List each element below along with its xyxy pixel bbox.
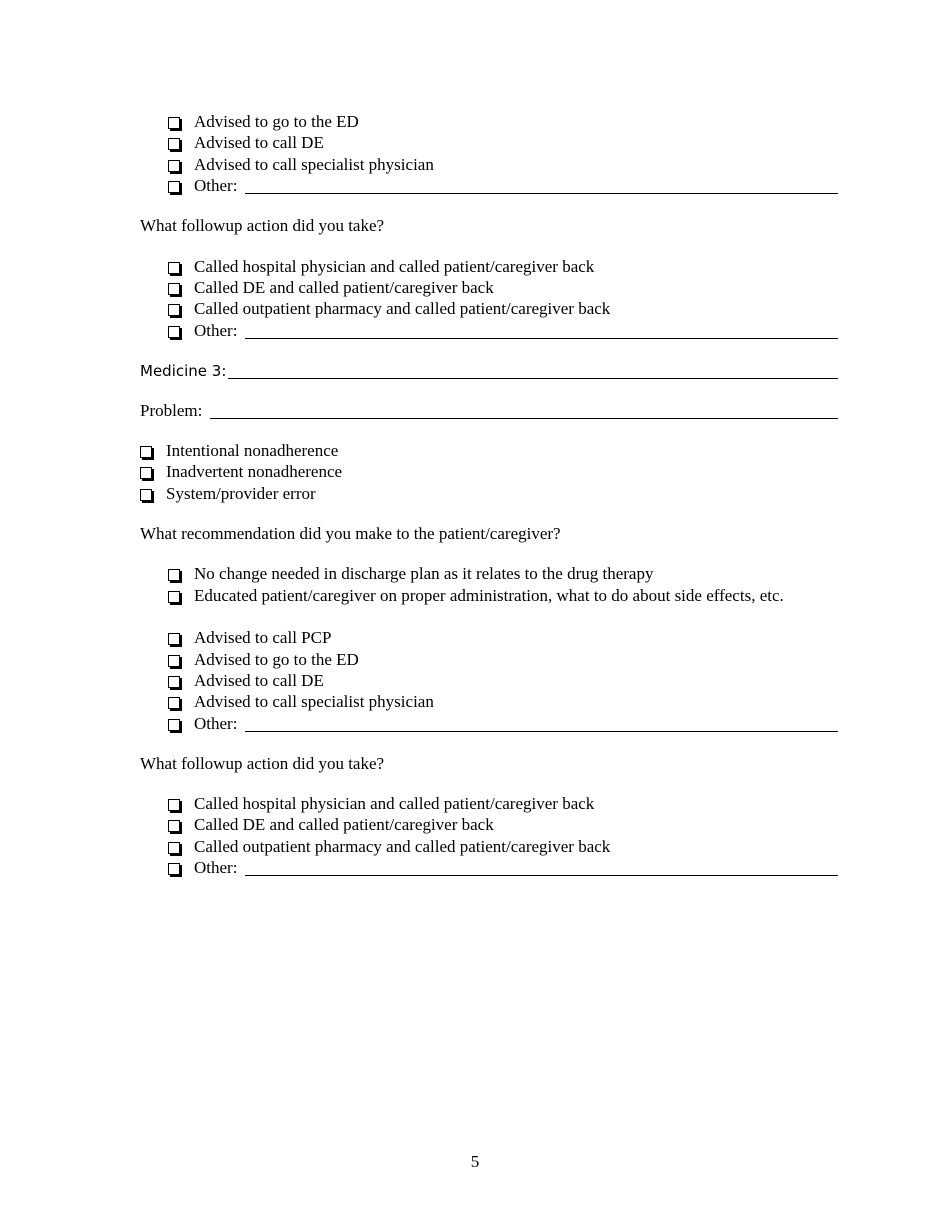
checkbox-icon[interactable] <box>168 799 180 811</box>
checkbox-option[interactable] <box>168 112 838 132</box>
checkbox-icon[interactable] <box>140 467 152 479</box>
checkbox-icon[interactable] <box>168 719 180 731</box>
question-recommendation: What recommendation did you make to the patient/caregiver? <box>140 524 561 543</box>
checkbox-option[interactable] <box>168 815 838 835</box>
checkbox-icon[interactable] <box>168 138 180 150</box>
option-label: Called DE and called patient/caregiver back <box>194 815 494 834</box>
option-label: Advised to go to the ED <box>194 650 359 669</box>
checkbox-icon[interactable] <box>168 655 180 667</box>
checkbox-option[interactable] <box>168 585 848 606</box>
checkbox-icon[interactable] <box>168 304 180 316</box>
problem-blank-line[interactable] <box>210 403 838 419</box>
checkbox-icon[interactable] <box>168 117 180 129</box>
checkbox-icon[interactable] <box>168 283 180 295</box>
checkbox-option[interactable] <box>168 692 838 712</box>
checkbox-option[interactable] <box>140 484 316 504</box>
other-label: Other: <box>194 714 238 733</box>
other-label: Other: <box>194 176 238 195</box>
checkbox-icon[interactable] <box>140 489 152 501</box>
checkbox-option[interactable] <box>168 133 838 153</box>
checkbox-icon[interactable] <box>168 633 180 645</box>
option-label: Called outpatient pharmacy and called patient/caregiver back <box>194 299 611 318</box>
checkbox-icon[interactable] <box>168 697 180 709</box>
other-blank-line[interactable] <box>245 860 838 876</box>
checkbox-option[interactable] <box>168 564 838 584</box>
option-label: Inadvertent nonadherence <box>166 462 343 481</box>
checkbox-option[interactable] <box>168 257 838 277</box>
option-label: Advised to call DE <box>194 133 324 152</box>
checkbox-option[interactable] <box>168 278 838 298</box>
problem-label: Problem: <box>140 401 203 420</box>
checkbox-icon[interactable] <box>168 820 180 832</box>
checkbox-option[interactable] <box>168 650 838 670</box>
checkbox-icon[interactable] <box>168 676 180 688</box>
checkbox-option[interactable] <box>168 671 838 691</box>
option-label: Educated patient/caregiver on proper administration, what to do about side effects, etc. <box>194 586 784 605</box>
checkbox-option[interactable] <box>168 794 838 814</box>
checkbox-icon[interactable] <box>168 842 180 854</box>
checkbox-icon[interactable] <box>140 446 152 458</box>
checkbox-option-other[interactable] <box>168 714 838 734</box>
checkbox-icon[interactable] <box>168 591 180 603</box>
checkbox-icon[interactable] <box>168 863 180 875</box>
checkbox-option-other[interactable] <box>168 858 838 878</box>
checkbox-icon[interactable] <box>168 181 180 193</box>
option-label: Advised to call PCP <box>194 628 332 647</box>
checkbox-option-other[interactable] <box>168 176 838 196</box>
checkbox-option[interactable] <box>168 628 838 648</box>
option-label: Advised to call DE <box>194 671 324 690</box>
option-label: Called DE and called patient/caregiver back <box>194 278 494 297</box>
option-label: No change needed in discharge plan as it relates to the drug therapy <box>194 564 654 583</box>
checkbox-option[interactable] <box>168 837 838 857</box>
other-label: Other: <box>194 321 238 340</box>
question-followup: What followup action did you take? <box>140 216 385 235</box>
option-label: Advised to call specialist physician <box>194 692 434 711</box>
checkbox-option[interactable] <box>168 299 838 319</box>
other-blank-line[interactable] <box>245 178 838 194</box>
option-label: Called hospital physician and called patient/caregiver back <box>194 794 595 813</box>
option-label: Advised to go to the ED <box>194 112 359 131</box>
checkbox-option[interactable] <box>168 155 838 175</box>
checkbox-icon[interactable] <box>168 569 180 581</box>
option-label: System/provider error <box>166 484 316 503</box>
medicine-blank-line[interactable] <box>228 363 838 379</box>
checkbox-icon[interactable] <box>168 160 180 172</box>
option-label: Called outpatient pharmacy and called patient/caregiver back <box>194 837 611 856</box>
option-label: Called hospital physician and called patient/caregiver back <box>194 257 595 276</box>
option-label: Intentional nonadherence <box>166 441 339 460</box>
checkbox-icon[interactable] <box>168 326 180 338</box>
other-label: Other: <box>194 858 238 877</box>
other-blank-line[interactable] <box>245 716 838 732</box>
checkbox-option[interactable] <box>140 462 342 482</box>
checkbox-icon[interactable] <box>168 262 180 274</box>
question-followup: What followup action did you take? <box>140 754 385 773</box>
medicine-label: Medicine 3: <box>140 362 227 380</box>
medicine-field[interactable] <box>140 361 838 381</box>
problem-field[interactable] <box>140 401 838 421</box>
checkbox-option[interactable] <box>140 441 338 461</box>
page-number: 5 <box>470 1152 480 1171</box>
other-blank-line[interactable] <box>245 323 838 339</box>
option-label: Advised to call specialist physician <box>194 155 434 174</box>
checkbox-option-other[interactable] <box>168 321 838 341</box>
